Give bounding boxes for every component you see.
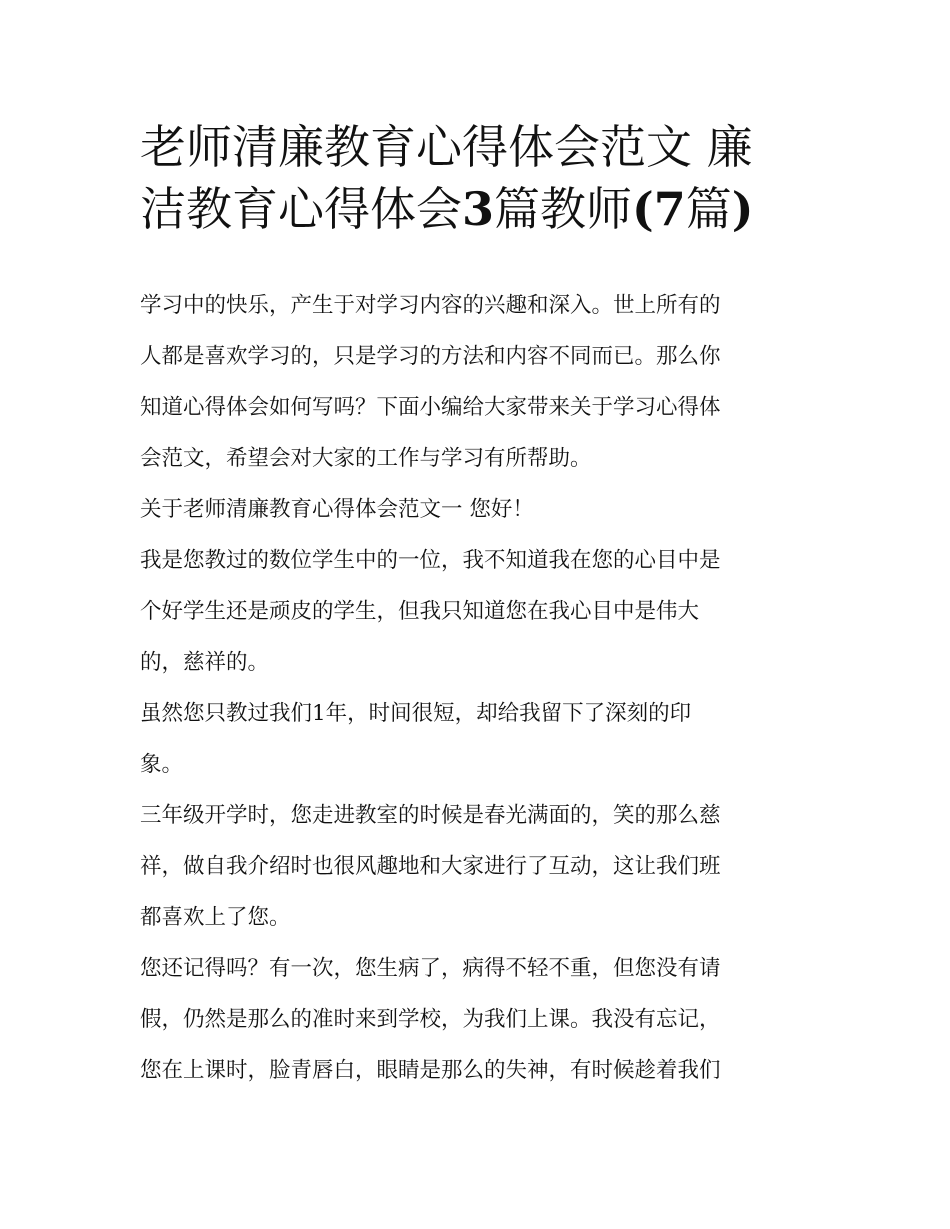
paragraph-intro <box>140 280 820 484</box>
title-line-2: 洁教育心得体会3篇教师(7篇) <box>140 182 754 236</box>
text-line: 知道心得体会如何写吗？下面小编给大家带来关于学习心得体 <box>140 395 721 420</box>
text-line: 都喜欢上了您。 <box>140 905 291 930</box>
text-line: 会范文，希望会对大家的工作与学习有所帮助。 <box>140 446 592 471</box>
document-title <box>140 116 820 240</box>
text-line: 祥，做自我介绍时也很风趣地和大家进行了互动，这让我们班 <box>140 854 721 879</box>
paragraph-illness <box>140 943 820 1096</box>
text-line: 个好学生还是顽皮的学生，但我只知道您在我心目中是伟大 <box>140 599 700 624</box>
paragraph-third-grade <box>140 790 820 943</box>
text-line: 的，慈祥的。 <box>140 650 270 675</box>
title-line-1: 老师清廉教育心得体会范文 廉 <box>140 120 753 174</box>
paragraph-section-heading <box>140 484 820 535</box>
text-line: 我是您教过的数位学生中的一位，我不知道我在您的心目中是 <box>140 548 721 573</box>
text-line: 三年级开学时，您走进教室的时候是春光满面的，笑的那么慈 <box>140 803 721 828</box>
paragraph-student <box>140 535 820 688</box>
paragraph-one-year <box>140 688 820 790</box>
text-line: 假，仍然是那么的准时来到学校，为我们上课。我没有忘记， <box>140 1007 721 1032</box>
text-line: 关于老师清廉教育心得体会范文一 您好！ <box>140 497 534 522</box>
document-body <box>140 280 820 1096</box>
text-line: 您还记得吗？有一次，您生病了，病得不轻不重，但您没有请 <box>140 956 721 981</box>
text-line: 人都是喜欢学习的，只是学习的方法和内容不同而已。那么你 <box>140 344 721 369</box>
text-line: 象。 <box>140 752 184 777</box>
text-line: 您在上课时，脸青唇白，眼睛是那么的失神，有时候趁着我们 <box>140 1058 721 1083</box>
text-line: 虽然您只教过我们1年，时间很短，却给我留下了深刻的印 <box>140 701 692 726</box>
text-line: 学习中的快乐，产生于对学习内容的兴趣和深入。世上所有的 <box>140 293 721 318</box>
